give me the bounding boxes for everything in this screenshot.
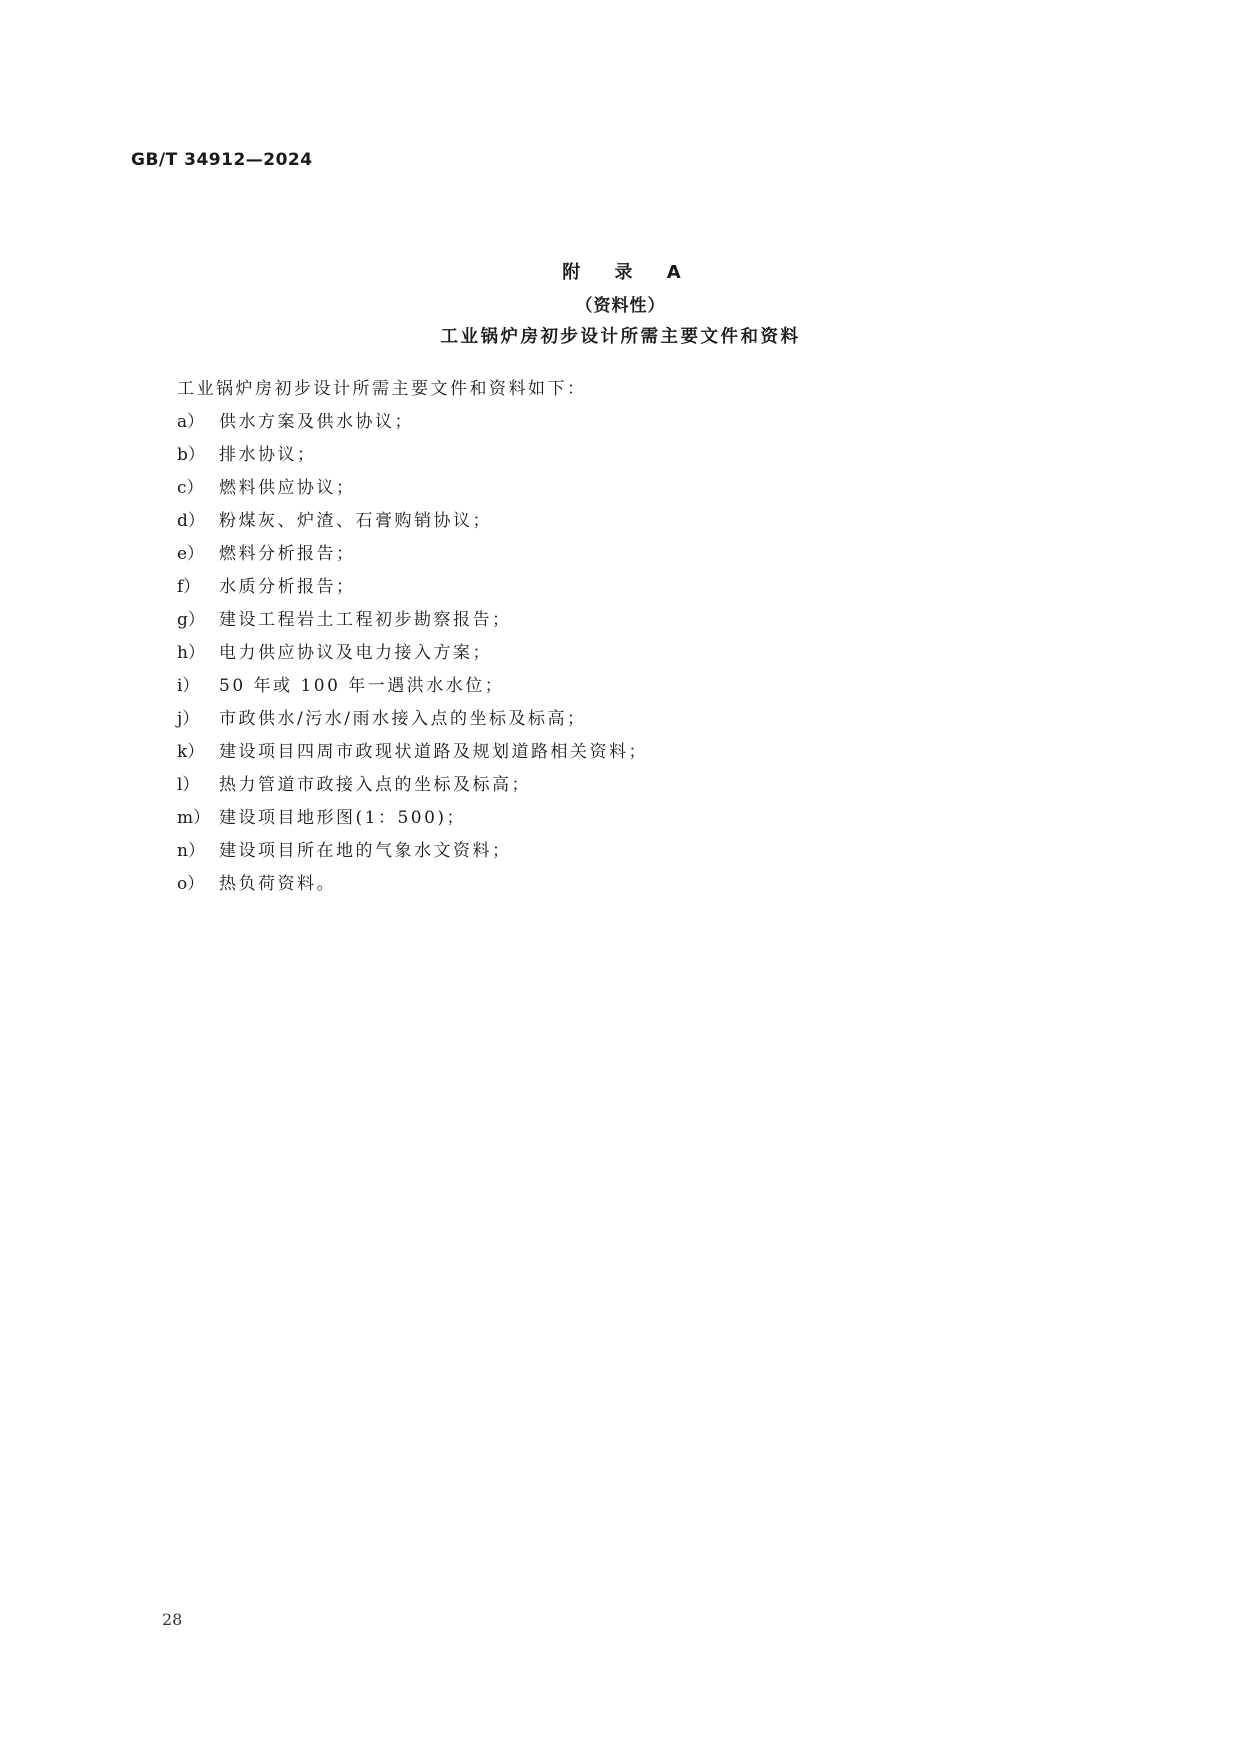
list-item: [177, 835, 648, 868]
annex-nature: （资料性）: [575, 296, 666, 316]
list-item: [177, 637, 648, 670]
intro-paragraph: 工业锅炉房初步设计所需主要文件和资料如下：: [177, 379, 587, 399]
list-item-text: 建设项目地形图(1：500)；: [219, 808, 467, 828]
list-marker: e）: [177, 544, 205, 564]
list-item: [177, 604, 648, 637]
list-item: [177, 538, 648, 571]
list-marker: n）: [177, 841, 205, 861]
list-marker: d）: [177, 511, 205, 531]
list-marker: h）: [177, 643, 205, 663]
list-item-text: 建设工程岩土工程初步勘察报告；: [219, 610, 512, 630]
list-marker: k）: [177, 742, 205, 762]
list-item: [177, 670, 648, 703]
list-item-text: 市政供水/污水/雨水接入点的坐标及标高；: [219, 709, 587, 729]
list-item-text: 50 年或 100 年一遇洪水水位；: [219, 676, 505, 696]
annex-title: 附 录 A: [562, 262, 695, 283]
list-item-text: 建设项目所在地的气象水文资料；: [219, 841, 512, 861]
list-item: [177, 406, 648, 439]
list-item: [177, 505, 648, 538]
page-number: 28: [162, 1610, 183, 1629]
list-marker: f）: [177, 577, 201, 597]
list-item: [177, 802, 648, 835]
list-item: [177, 868, 648, 901]
list-marker: c）: [177, 478, 204, 498]
annex-heading: 工业锅炉房初步设计所需主要文件和资料: [440, 327, 801, 347]
list-item-text: 热力管道市政接入点的坐标及标高；: [219, 775, 531, 795]
list-marker: g）: [177, 610, 205, 630]
list-item-text: 燃料分析报告；: [219, 544, 356, 564]
list-item-text: 热负荷资料。: [219, 874, 336, 894]
standard-code: GB/T 34912—2024: [131, 150, 313, 170]
list-item: [177, 769, 648, 802]
list-item-text: 水质分析报告；: [219, 577, 356, 597]
list-item-text: 排水协议；: [219, 445, 317, 465]
list-marker: o）: [177, 874, 205, 894]
list-item-text: 燃料供应协议；: [219, 478, 356, 498]
list-marker: l）: [177, 775, 200, 795]
list-item: [177, 736, 648, 769]
list-marker: a）: [177, 412, 205, 432]
requirements-list: [177, 406, 648, 901]
list-marker: i）: [177, 676, 200, 696]
list-item-text: 电力供应协议及电力接入方案；: [219, 643, 492, 663]
list-item: [177, 472, 648, 505]
list-item: [177, 703, 648, 736]
list-item-text: 建设项目四周市政现状道路及规划道路相关资料；: [219, 742, 648, 762]
list-item-text: 粉煤灰、炉渣、石膏购销协议；: [219, 511, 492, 531]
list-item-text: 供水方案及供水协议；: [219, 412, 414, 432]
list-marker: b）: [177, 445, 205, 465]
list-marker: m）: [177, 808, 211, 828]
list-item: [177, 571, 648, 604]
list-item: [177, 439, 648, 472]
list-marker: j）: [177, 709, 200, 729]
